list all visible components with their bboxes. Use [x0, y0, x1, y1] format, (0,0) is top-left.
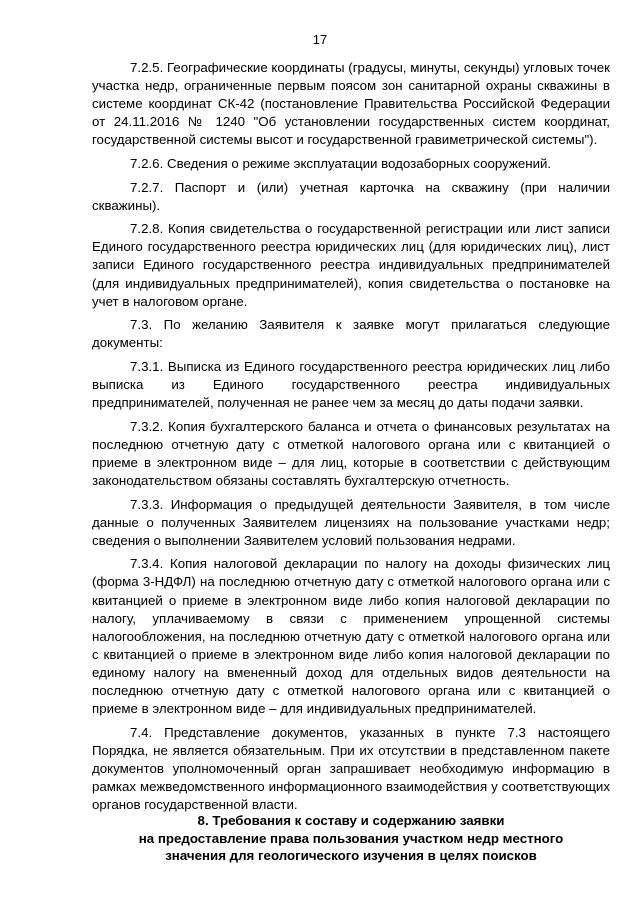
paragraph-7-3-3: 7.3.3. Информация о предыдущей деятельности Заявителя, в том числе данные о полученных Заявителем лицензиях на пользование участками недр; сведения о выполнении Заявителем условий пользования недрами. — [92, 496, 610, 548]
section-heading-line-2: на предоставление права пользования участком недр местного — [138, 830, 564, 846]
paragraph-7-2-5: 7.2.5. Географические координаты (градусы, минуты, секунды) угловых точек участка недр, ограниченные первым поясом зон санитарной охраны скважины в системе координат СК-42 (постановление Правительства Российской Федерации от 24.11.2016 № 1240 "Об установлении государственных систем координат, государственной системы высот и государственной гравиметрической системы"). — [92, 60, 610, 148]
section-heading-line-1: 8. Требования к составу и содержанию заявки — [197, 813, 505, 828]
section-heading-line-3: значения для геологического изучения в целях поисков — [165, 848, 537, 864]
paragraph-7-3: 7.3. По желанию Заявителя к заявке могут прилагаться следующие документы: — [92, 317, 610, 351]
paragraph-7-2-8: 7.2.8. Копия свидетельства о государственной регистрации или лист записи Единого государственного реестра юридических лиц (для юридических лиц), лист записи Единого государственного реестра индивидуальных предпринимателей (для индивидуальных предпринимателей), копия свидетельства о постановке на учет в налоговом органе. — [92, 221, 610, 309]
document-body — [92, 59, 610, 820]
paragraph-7-4: 7.4. Представление документов, указанных в пункте 7.3 настоящего Порядка, не является обязательным. При их отсутствии в представленном пакете документов уполномоченный орган запрашивает необходимую информацию в рамках межведомственного информационного взаимодействия у соответствующих органов государственной власти. — [92, 724, 610, 813]
paragraph-7-3-2: 7.3.2. Копия бухгалтерского баланса и отчета о финансовых результатах на последнюю отчетную дату с отметкой налогового органа или с квитанцией о приеме в электронном виде – для лиц, которые в соответствии с действующим законодательством обязаны составлять бухгалтерскую отчетность. — [92, 418, 610, 488]
paragraph-7-3-1: 7.3.1. Выписка из Единого государственного реестра юридических лиц либо выписка из Единого государственного реестра индивидуальных предпринимателей, полученная не ранее чем за месяц до даты подачи заявки. — [92, 358, 610, 411]
paragraph-7-3-4: 7.3.4. Копия налоговой декларации по налогу на доходы физических лиц (форма 3-НДФЛ) на последнюю отчетную дату с отметкой налогового органа или с квитанцией о приеме в электронном виде либо копия налоговой декларации по налогу, уплачиваемому в связи с применением упрощенной системы налогообложения, на последнюю отчетную дату с отметкой налогового органа или с квитанцией о приеме в электронном виде либо копия налоговой декларации по единому налогу на вмененный доход для отдельных видов деятельности на последнюю отчетную дату с отметкой налогового органа или с квитанцией о приеме в электронном виде – для индивидуальных предпринимателей. — [92, 556, 610, 717]
paragraph-7-2-6: 7.2.6. Сведения о режиме эксплуатации водозаборных сооружений. — [130, 155, 552, 171]
paragraph-7-2-7: 7.2.7. Паспорт и (или) учетная карточка на скважину (при наличии скважины). — [92, 179, 610, 213]
section-heading — [92, 812, 610, 865]
page-number: 17 — [312, 32, 328, 47]
